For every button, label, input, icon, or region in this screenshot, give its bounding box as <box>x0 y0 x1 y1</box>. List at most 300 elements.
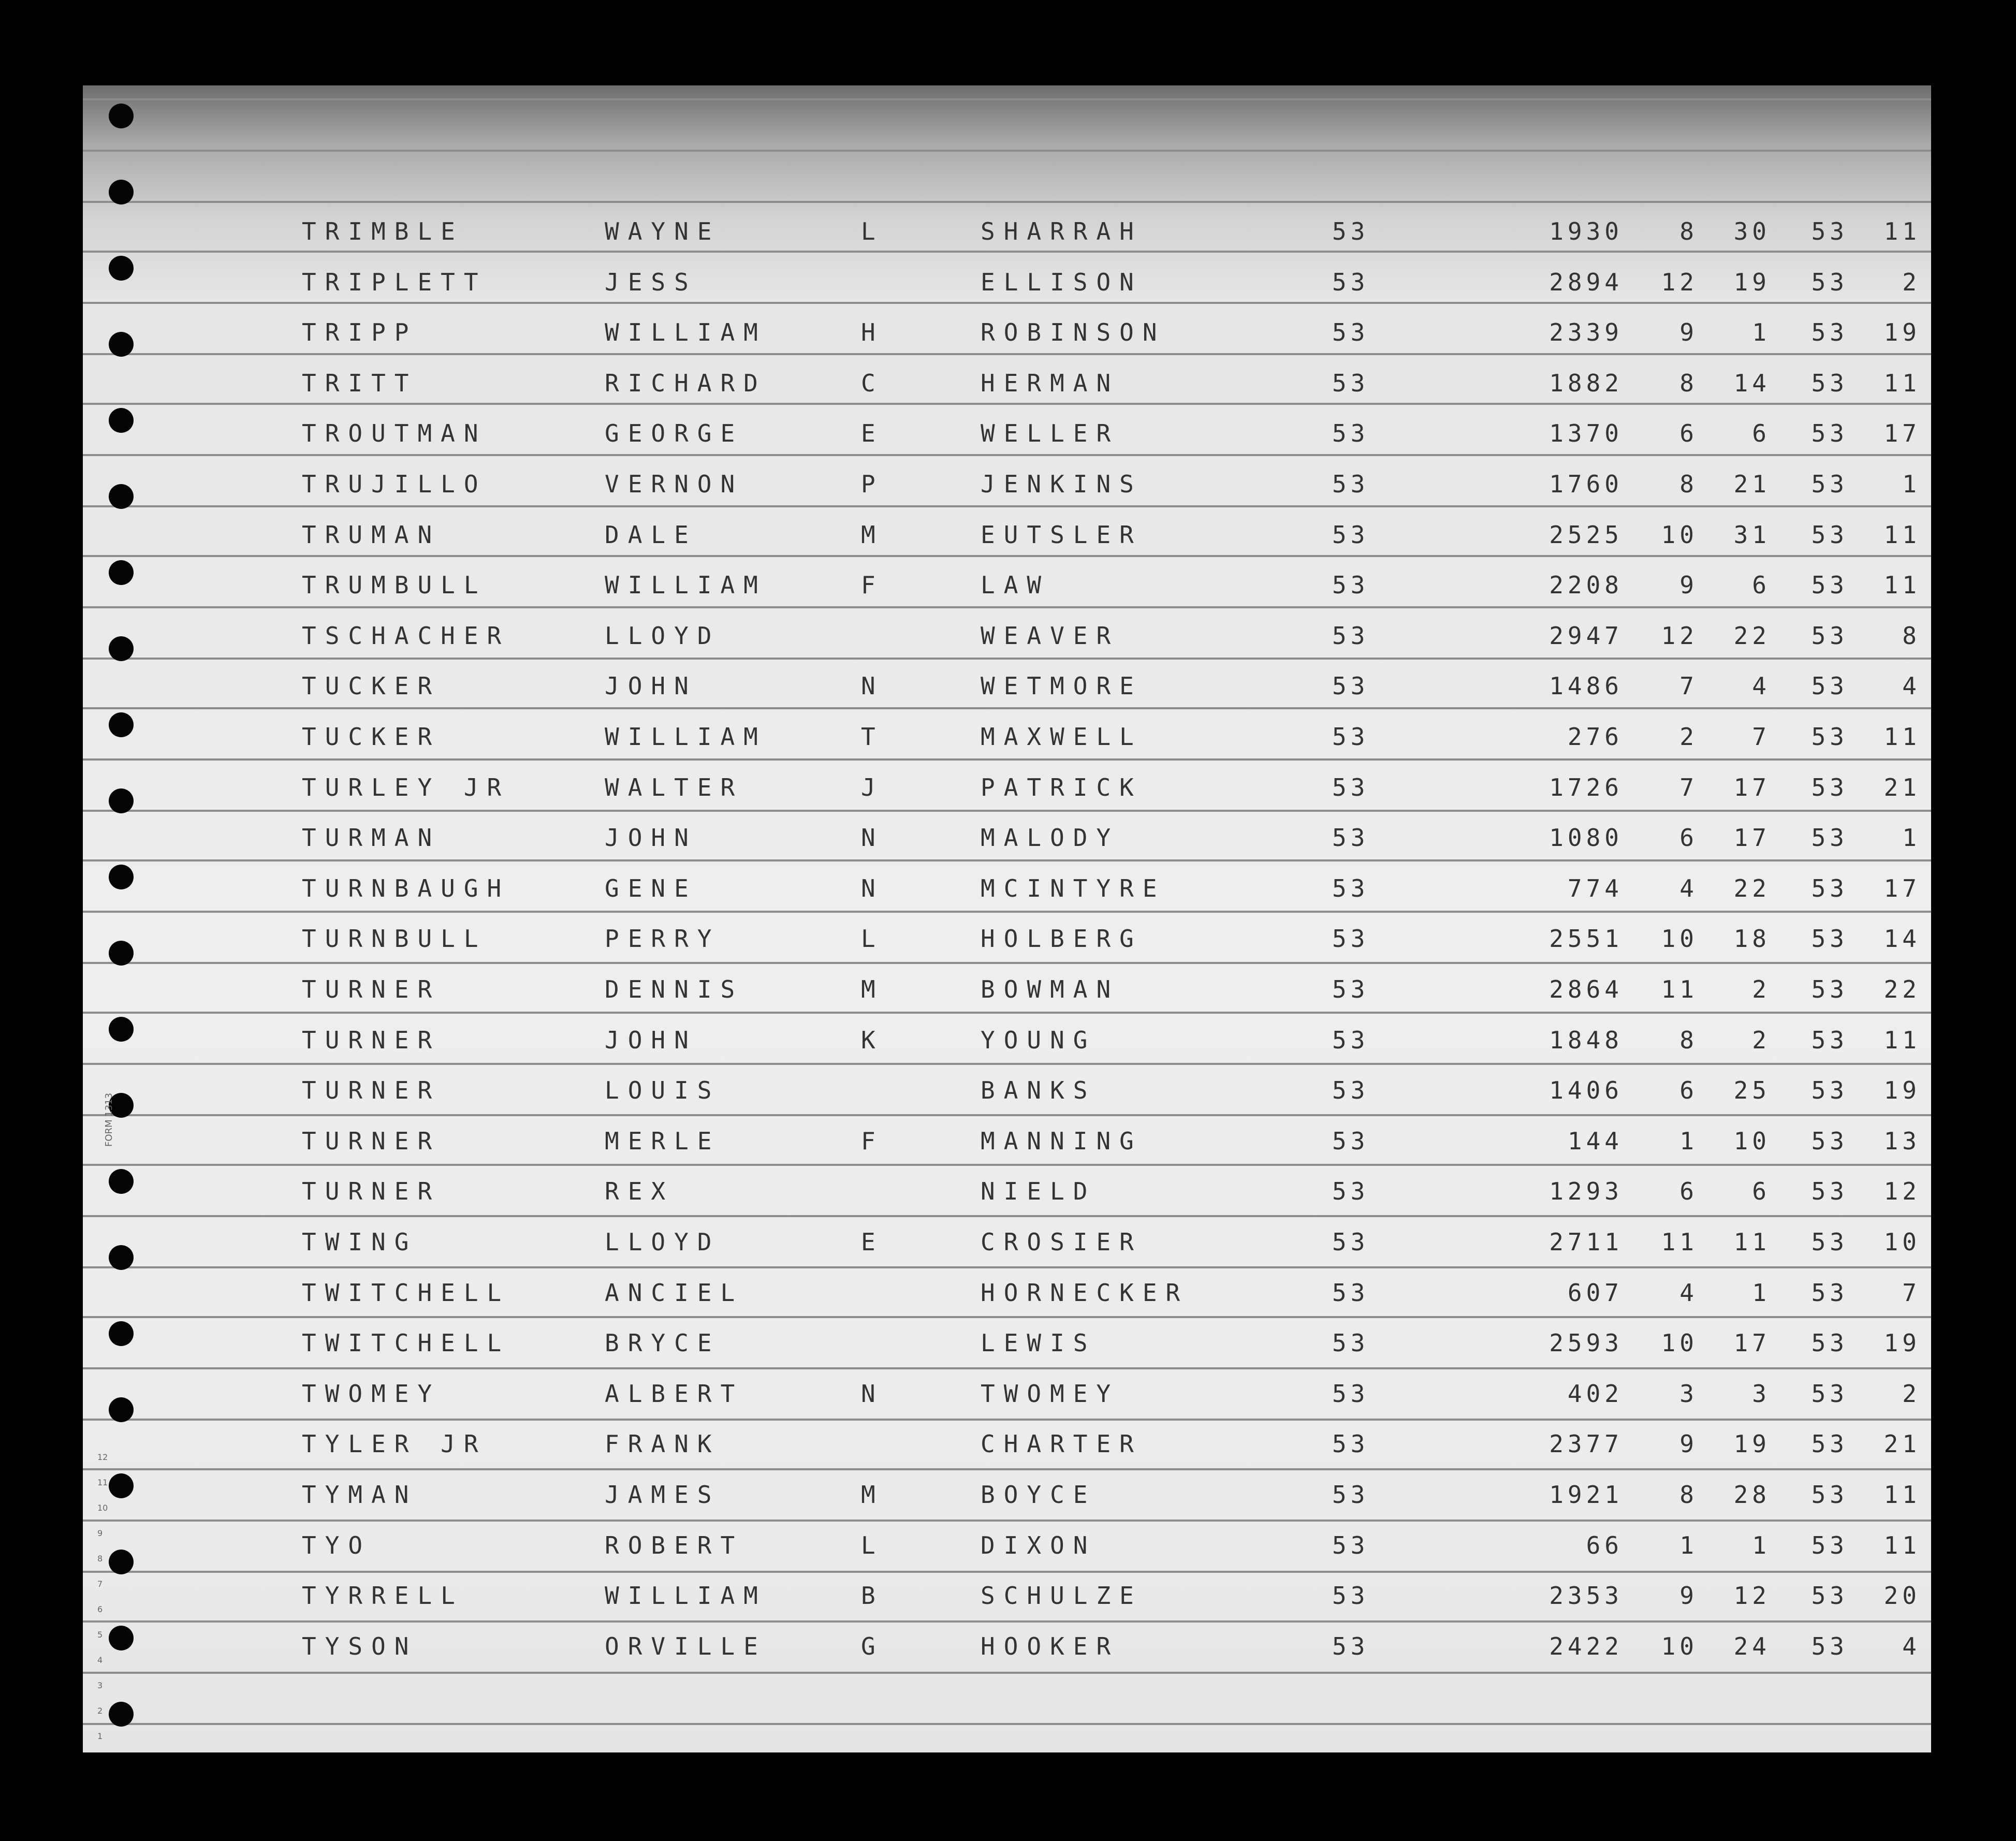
associated-name-cell: BOYCE <box>981 1481 1097 1509</box>
record-number-cell: 1486 <box>1549 672 1623 700</box>
last-name-cell: TUCKER <box>302 723 441 751</box>
day-cell: 24 <box>1733 1632 1771 1660</box>
punch-hole <box>109 1702 134 1727</box>
year-2-cell: 53 <box>1811 1329 1848 1357</box>
table-row <box>83 1430 1931 1481</box>
last-name-cell: TSCHACHER <box>302 621 510 650</box>
first-name-cell: REX <box>605 1177 675 1206</box>
year-2-cell: 53 <box>1811 268 1848 296</box>
day-cell: 6 <box>1752 571 1771 600</box>
day-cell: 28 <box>1733 1481 1771 1509</box>
day-cell: 7 <box>1752 723 1771 751</box>
month-cell: 9 <box>1679 1582 1698 1610</box>
month-cell: 10 <box>1661 520 1698 549</box>
associated-name-cell: NIELD <box>981 1177 1097 1206</box>
form-label: FORM 1313 <box>104 1092 114 1147</box>
last-name-cell: TYRRELL <box>302 1582 464 1610</box>
year-2-cell: 53 <box>1811 318 1848 347</box>
middle-initial-cell: F <box>861 571 884 600</box>
first-name-cell: GENE <box>605 874 697 902</box>
record-number-cell: 2947 <box>1549 621 1623 650</box>
table-row <box>83 824 1931 874</box>
margin-number: 4 <box>97 1655 103 1665</box>
associated-name-cell: HOOKER <box>981 1632 1120 1660</box>
code-cell: 19 <box>1883 318 1921 347</box>
table-row <box>83 1127 1931 1178</box>
first-name-cell: VERNON <box>605 470 744 498</box>
year-cell: 53 <box>1332 1127 1369 1155</box>
table-row <box>83 1632 1931 1683</box>
record-number-cell: 2208 <box>1549 571 1623 600</box>
year-cell: 53 <box>1332 419 1369 448</box>
table-row <box>83 1177 1931 1228</box>
last-name-cell: TRITT <box>302 369 418 397</box>
associated-name-cell: WELLER <box>981 419 1120 448</box>
middle-initial-cell: N <box>861 874 884 902</box>
code-cell: 12 <box>1883 1177 1921 1206</box>
associated-name-cell: SCHULZE <box>981 1582 1143 1610</box>
associated-name-cell: BOWMAN <box>981 975 1120 1003</box>
last-name-cell: TURNER <box>302 975 441 1003</box>
year-2-cell: 53 <box>1811 1632 1848 1660</box>
associated-name-cell: TWOMEY <box>981 1379 1120 1408</box>
first-name-cell: ROBERT <box>605 1531 744 1559</box>
code-cell: 11 <box>1883 723 1921 751</box>
associated-name-cell: MAXWELL <box>981 723 1143 751</box>
table-row <box>83 1582 1931 1632</box>
middle-initial-cell: H <box>861 318 884 347</box>
record-number-cell: 1882 <box>1549 369 1623 397</box>
associated-name-cell: CHARTER <box>981 1430 1143 1458</box>
year-2-cell: 53 <box>1811 217 1848 245</box>
first-name-cell: JAMES <box>605 1481 721 1509</box>
code-cell: 21 <box>1883 1430 1921 1458</box>
table-row <box>83 470 1931 521</box>
associated-name-cell: CROSIER <box>981 1228 1143 1256</box>
associated-name-cell: HERMAN <box>981 369 1120 397</box>
month-cell: 2 <box>1679 723 1698 751</box>
last-name-cell: TRUMBULL <box>302 571 487 600</box>
year-cell: 53 <box>1332 1076 1369 1105</box>
month-cell: 4 <box>1679 874 1698 902</box>
year-cell: 53 <box>1332 217 1369 245</box>
middle-initial-cell: M <box>861 1481 884 1509</box>
first-name-cell: PERRY <box>605 925 721 953</box>
year-cell: 53 <box>1332 723 1369 751</box>
code-cell: 4 <box>1902 1632 1921 1660</box>
day-cell: 25 <box>1733 1076 1771 1105</box>
first-name-cell: DALE <box>605 520 697 549</box>
month-cell: 11 <box>1661 1228 1698 1256</box>
middle-initial-cell: L <box>861 925 884 953</box>
margin-number: 7 <box>97 1579 103 1589</box>
last-name-cell: TRIPLETT <box>302 268 487 296</box>
day-cell: 17 <box>1733 1329 1771 1357</box>
record-number-cell: 402 <box>1567 1379 1623 1408</box>
month-cell: 8 <box>1679 369 1698 397</box>
year-cell: 53 <box>1332 268 1369 296</box>
middle-initial-cell: E <box>861 419 884 448</box>
last-name-cell: TRIPP <box>302 318 418 347</box>
ruled-line <box>83 98 1931 100</box>
associated-name-cell: SHARRAH <box>981 217 1143 245</box>
last-name-cell: TURMAN <box>302 824 441 852</box>
code-cell: 22 <box>1883 975 1921 1003</box>
first-name-cell: FRANK <box>605 1430 721 1458</box>
code-cell: 19 <box>1883 1076 1921 1105</box>
year-cell: 53 <box>1332 1278 1369 1307</box>
middle-initial-cell: N <box>861 824 884 852</box>
month-cell: 10 <box>1661 1329 1698 1357</box>
margin-number: 6 <box>97 1604 103 1614</box>
margin-number: 3 <box>97 1681 103 1690</box>
record-number-cell: 1406 <box>1549 1076 1623 1105</box>
code-cell: 10 <box>1883 1228 1921 1256</box>
year-2-cell: 53 <box>1811 1026 1848 1054</box>
table-row <box>83 318 1931 369</box>
year-2-cell: 53 <box>1811 520 1848 549</box>
first-name-cell: LLOYD <box>605 1228 721 1256</box>
middle-initial-cell: B <box>861 1582 884 1610</box>
code-cell: 11 <box>1883 1531 1921 1559</box>
first-name-cell: DENNIS <box>605 975 744 1003</box>
year-2-cell: 53 <box>1811 1127 1848 1155</box>
month-cell: 8 <box>1679 1026 1698 1054</box>
first-name-cell: WAYNE <box>605 217 721 245</box>
month-cell: 12 <box>1661 621 1698 650</box>
record-number-cell: 1080 <box>1549 824 1623 852</box>
year-2-cell: 53 <box>1811 1430 1848 1458</box>
code-cell: 11 <box>1883 1481 1921 1509</box>
associated-name-cell: PATRICK <box>981 773 1143 801</box>
last-name-cell: TYSON <box>302 1632 418 1660</box>
associated-name-cell: WETMORE <box>981 672 1143 700</box>
day-cell: 18 <box>1733 925 1771 953</box>
year-cell: 53 <box>1332 1228 1369 1256</box>
day-cell: 19 <box>1733 1430 1771 1458</box>
table-row <box>83 369 1931 420</box>
year-2-cell: 53 <box>1811 773 1848 801</box>
day-cell: 31 <box>1733 520 1771 549</box>
day-cell: 1 <box>1752 318 1771 347</box>
table-row <box>83 1228 1931 1279</box>
month-cell: 10 <box>1661 925 1698 953</box>
last-name-cell: TYO <box>302 1531 372 1559</box>
month-cell: 7 <box>1679 773 1698 801</box>
table-row <box>83 672 1931 723</box>
associated-name-cell: MCINTYRE <box>981 874 1166 902</box>
middle-initial-cell: E <box>861 1228 884 1256</box>
code-cell: 11 <box>1883 1026 1921 1054</box>
associated-name-cell: BANKS <box>981 1076 1097 1105</box>
year-2-cell: 53 <box>1811 925 1848 953</box>
year-2-cell: 53 <box>1811 723 1848 751</box>
month-cell: 8 <box>1679 470 1698 498</box>
year-cell: 53 <box>1332 571 1369 600</box>
last-name-cell: TURNER <box>302 1026 441 1054</box>
last-name-cell: TWITCHELL <box>302 1329 510 1357</box>
code-cell: 1 <box>1902 824 1921 852</box>
first-name-cell: JOHN <box>605 672 697 700</box>
last-name-cell: TUCKER <box>302 672 441 700</box>
month-cell: 6 <box>1679 1076 1698 1105</box>
day-cell: 12 <box>1733 1582 1771 1610</box>
last-name-cell: TRUJILLO <box>302 470 487 498</box>
first-name-cell: WILLIAM <box>605 571 767 600</box>
day-cell: 21 <box>1733 470 1771 498</box>
middle-initial-cell: J <box>861 773 884 801</box>
record-number-cell: 2525 <box>1549 520 1623 549</box>
last-name-cell: TURNBAUGH <box>302 874 510 902</box>
first-name-cell: WILLIAM <box>605 723 767 751</box>
last-name-cell: TWITCHELL <box>302 1278 510 1307</box>
month-cell: 1 <box>1679 1127 1698 1155</box>
table-row <box>83 1026 1931 1077</box>
year-cell: 53 <box>1332 369 1369 397</box>
month-cell: 7 <box>1679 672 1698 700</box>
code-cell: 4 <box>1902 672 1921 700</box>
year-2-cell: 53 <box>1811 1379 1848 1408</box>
year-cell: 53 <box>1332 1379 1369 1408</box>
table-row <box>83 419 1931 470</box>
year-cell: 53 <box>1332 1430 1369 1458</box>
last-name-cell: TROUTMAN <box>302 419 487 448</box>
punch-hole <box>109 104 134 128</box>
year-2-cell: 53 <box>1811 621 1848 650</box>
day-cell: 4 <box>1752 672 1771 700</box>
day-cell: 2 <box>1752 975 1771 1003</box>
table-row <box>83 571 1931 622</box>
day-cell: 6 <box>1752 1177 1771 1206</box>
record-number-cell: 1848 <box>1549 1026 1623 1054</box>
record-number-cell: 2377 <box>1549 1430 1623 1458</box>
day-cell: 1 <box>1752 1531 1771 1559</box>
year-cell: 53 <box>1332 1481 1369 1509</box>
last-name-cell: TWOMEY <box>302 1379 441 1408</box>
first-name-cell: BRYCE <box>605 1329 721 1357</box>
middle-initial-cell: L <box>861 217 884 245</box>
month-cell: 6 <box>1679 824 1698 852</box>
table-row <box>83 217 1931 268</box>
code-cell: 11 <box>1883 520 1921 549</box>
first-name-cell: MERLE <box>605 1127 721 1155</box>
year-cell: 53 <box>1332 1329 1369 1357</box>
margin-number: 9 <box>97 1528 103 1538</box>
month-cell: 4 <box>1679 1278 1698 1307</box>
last-name-cell: TRIMBLE <box>302 217 464 245</box>
day-cell: 22 <box>1733 874 1771 902</box>
first-name-cell: WILLIAM <box>605 1582 767 1610</box>
associated-name-cell: HORNECKER <box>981 1278 1189 1307</box>
table-row <box>83 723 1931 773</box>
first-name-cell: LOUIS <box>605 1076 721 1105</box>
year-2-cell: 53 <box>1811 1228 1848 1256</box>
middle-initial-cell: G <box>861 1632 884 1660</box>
code-cell: 21 <box>1883 773 1921 801</box>
associated-name-cell: MALODY <box>981 824 1120 852</box>
code-cell: 17 <box>1883 419 1921 448</box>
year-2-cell: 53 <box>1811 1531 1848 1559</box>
last-name-cell: TYLER JR <box>302 1430 487 1458</box>
day-cell: 14 <box>1733 369 1771 397</box>
day-cell: 10 <box>1733 1127 1771 1155</box>
record-number-cell: 2864 <box>1549 975 1623 1003</box>
code-cell: 1 <box>1902 470 1921 498</box>
first-name-cell: JESS <box>605 268 697 296</box>
year-cell: 53 <box>1332 1026 1369 1054</box>
code-cell: 20 <box>1883 1582 1921 1610</box>
first-name-cell: GEORGE <box>605 419 744 448</box>
year-cell: 53 <box>1332 470 1369 498</box>
record-number-cell: 1293 <box>1549 1177 1623 1206</box>
record-number-cell: 1921 <box>1549 1481 1623 1509</box>
day-cell: 6 <box>1752 419 1771 448</box>
record-number-cell: 774 <box>1567 874 1623 902</box>
ruled-line <box>83 150 1931 152</box>
day-cell: 1 <box>1752 1278 1771 1307</box>
year-2-cell: 53 <box>1811 571 1848 600</box>
last-name-cell: TURLEY JR <box>302 773 510 801</box>
month-cell: 6 <box>1679 1177 1698 1206</box>
day-cell: 17 <box>1733 824 1771 852</box>
associated-name-cell: LAW <box>981 571 1050 600</box>
middle-initial-cell: N <box>861 1379 884 1408</box>
last-name-cell: TYMAN <box>302 1481 418 1509</box>
day-cell: 30 <box>1733 217 1771 245</box>
month-cell: 8 <box>1679 217 1698 245</box>
year-2-cell: 53 <box>1811 1582 1848 1610</box>
code-cell: 19 <box>1883 1329 1921 1357</box>
middle-initial-cell: M <box>861 520 884 549</box>
day-cell: 2 <box>1752 1026 1771 1054</box>
first-name-cell: WALTER <box>605 773 744 801</box>
year-cell: 53 <box>1332 672 1369 700</box>
month-cell: 1 <box>1679 1531 1698 1559</box>
code-cell: 17 <box>1883 874 1921 902</box>
year-cell: 53 <box>1332 1582 1369 1610</box>
middle-initial-cell: L <box>861 1531 884 1559</box>
year-2-cell: 53 <box>1811 874 1848 902</box>
punch-hole <box>109 180 134 204</box>
first-name-cell: ORVILLE <box>605 1632 767 1660</box>
day-cell: 3 <box>1752 1379 1771 1408</box>
associated-name-cell: LEWIS <box>981 1329 1097 1357</box>
code-cell: 11 <box>1883 217 1921 245</box>
month-cell: 11 <box>1661 975 1698 1003</box>
year-2-cell: 53 <box>1811 672 1848 700</box>
year-cell: 53 <box>1332 1632 1369 1660</box>
record-number-cell: 607 <box>1567 1278 1623 1307</box>
code-cell: 7 <box>1902 1278 1921 1307</box>
year-cell: 53 <box>1332 520 1369 549</box>
table-row <box>83 1481 1931 1531</box>
associated-name-cell: YOUNG <box>981 1026 1097 1054</box>
record-number-cell: 66 <box>1586 1531 1623 1559</box>
year-cell: 53 <box>1332 773 1369 801</box>
day-cell: 17 <box>1733 773 1771 801</box>
first-name-cell: RICHARD <box>605 369 767 397</box>
code-cell: 11 <box>1883 369 1921 397</box>
year-2-cell: 53 <box>1811 470 1848 498</box>
record-number-cell: 2593 <box>1549 1329 1623 1357</box>
first-name-cell: ALBERT <box>605 1379 744 1408</box>
day-cell: 19 <box>1733 268 1771 296</box>
year-cell: 53 <box>1332 318 1369 347</box>
associated-name-cell: MANNING <box>981 1127 1143 1155</box>
year-2-cell: 53 <box>1811 975 1848 1003</box>
table-row <box>83 268 1931 319</box>
margin-number: 5 <box>97 1630 103 1640</box>
month-cell: 12 <box>1661 268 1698 296</box>
month-cell: 9 <box>1679 571 1698 600</box>
last-name-cell: TURNBULL <box>302 925 487 953</box>
associated-name-cell: ELLISON <box>981 268 1143 296</box>
last-name-cell: TURNER <box>302 1076 441 1105</box>
middle-initial-cell: C <box>861 369 884 397</box>
margin-number: 12 <box>97 1452 108 1462</box>
middle-initial-cell: T <box>861 723 884 751</box>
record-number-cell: 1370 <box>1549 419 1623 448</box>
year-cell: 53 <box>1332 621 1369 650</box>
month-cell: 3 <box>1679 1379 1698 1408</box>
middle-initial-cell: P <box>861 470 884 498</box>
record-number-cell: 2339 <box>1549 318 1623 347</box>
ruled-line <box>83 201 1931 203</box>
table-row <box>83 1279 1931 1329</box>
table-row <box>83 874 1931 925</box>
table-row <box>83 975 1931 1026</box>
margin-number: 1 <box>97 1731 103 1741</box>
record-sheet <box>83 85 1931 1752</box>
margin-number: 2 <box>97 1706 103 1716</box>
first-name-cell: WILLIAM <box>605 318 767 347</box>
record-number-cell: 1930 <box>1549 217 1623 245</box>
middle-initial-cell: N <box>861 672 884 700</box>
year-2-cell: 53 <box>1811 369 1848 397</box>
first-name-cell: JOHN <box>605 1026 697 1054</box>
middle-initial-cell: F <box>861 1127 884 1155</box>
year-cell: 53 <box>1332 975 1369 1003</box>
record-number-cell: 1760 <box>1549 470 1623 498</box>
associated-name-cell: DIXON <box>981 1531 1097 1559</box>
record-number-cell: 2711 <box>1549 1228 1623 1256</box>
table-row <box>83 925 1931 975</box>
code-cell: 13 <box>1883 1127 1921 1155</box>
month-cell: 9 <box>1679 318 1698 347</box>
record-number-cell: 2353 <box>1549 1582 1623 1610</box>
record-number-cell: 2894 <box>1549 268 1623 296</box>
year-cell: 53 <box>1332 1531 1369 1559</box>
first-name-cell: LLOYD <box>605 621 721 650</box>
year-2-cell: 53 <box>1811 1481 1848 1509</box>
associated-name-cell: ROBINSON <box>981 318 1166 347</box>
year-cell: 53 <box>1332 874 1369 902</box>
year-2-cell: 53 <box>1811 419 1848 448</box>
table-row <box>83 521 1931 572</box>
record-number-cell: 276 <box>1567 723 1623 751</box>
margin-number: 10 <box>97 1503 108 1513</box>
code-cell: 8 <box>1902 621 1921 650</box>
table-row <box>83 1076 1931 1127</box>
record-number-cell: 2551 <box>1549 925 1623 953</box>
code-cell: 11 <box>1883 571 1921 600</box>
first-name-cell: JOHN <box>605 824 697 852</box>
year-cell: 53 <box>1332 824 1369 852</box>
month-cell: 9 <box>1679 1430 1698 1458</box>
month-cell: 6 <box>1679 419 1698 448</box>
year-2-cell: 53 <box>1811 1076 1848 1105</box>
last-name-cell: TWING <box>302 1228 418 1256</box>
